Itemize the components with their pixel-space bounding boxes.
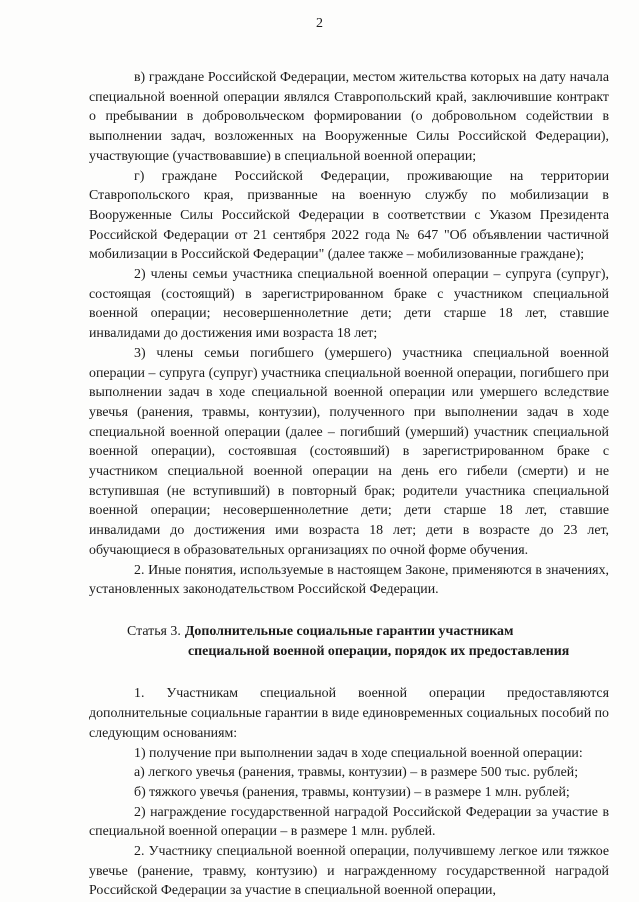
article-title-line2: специальной военной операции, порядок их предоставления bbox=[188, 643, 570, 659]
article-title-line2-wrap bbox=[89, 642, 609, 662]
paragraph-v-volunteers: в) граждане Российской Федерации, местом жительства которых на дату начала специальной военной операции являлся Ставропольский край, заключившие контракт о пребывании в добровольческом формировании (о добровольном содействии в выполнении задач, возложенных на Вооруженные Силы Российской Федерации), участвующие (участвовавшие) в специальной военной операции; bbox=[89, 70, 609, 164]
article-3-heading bbox=[89, 622, 609, 661]
document-body bbox=[89, 68, 609, 901]
article-number: Статья 3. bbox=[127, 623, 181, 639]
page-number: 2 bbox=[316, 16, 323, 31]
paragraph-2-award: 2) награждение государственной наградой Российской Федерации за участие в специальной военной операции – в размере 1 млн. рублей. bbox=[89, 804, 609, 840]
paragraph-1-1-injury: 1) получение при выполнении задач в ходе специальной военной операции: bbox=[134, 745, 583, 761]
article-title bbox=[181, 622, 514, 642]
paragraph-1-guarantees: 1. Участникам специальной военной операции предоставляются дополнительные социальные гарантии в виде единовременных социальных пособий по следующим основаниям: bbox=[89, 686, 609, 741]
paragraph-2-family-members: 2) члены семьи участника специальной военной операции – супруга (супруг), состоящая (состоящий) в зарегистрированном браке с участником специальной военной операции; несовершеннолетние дети; дети старше 18 лет, ставшие инвалидами до достижения ими возраста 18 лет; bbox=[89, 267, 609, 342]
paragraph-b-severe-injury: б) тяжкого увечья (ранения, травмы, контузии) – в размере 1 млн. рублей; bbox=[134, 784, 570, 800]
paragraph-g-mobilized: г) граждане Российской Федерации, проживающие на территории Ставропольского края, призванные на военную службу по мобилизации в Вооруженные Силы Российской Федерации в соответствии с Указом Президента Российской Федерации от 21 сентября 2022 года № 647 "Об объявлении частичной мобилизации в Российской Федерации" (далее также – мобилизованные граждане); bbox=[89, 168, 609, 263]
article-title-line1: Дополнительные социальные гарантии участникам bbox=[184, 623, 514, 639]
paragraph-a-light-injury: а) легкого увечья (ранения, травмы, контузии) – в размере 500 тыс. рублей; bbox=[134, 765, 579, 781]
paragraph-other-terms: 2. Иные понятия, используемые в настоящем Законе, применяются в значениях, установленных законодательством Российской Федерации. bbox=[89, 562, 609, 598]
paragraph-3-deceased-family: 3) члены семьи погибшего (умершего) участника специальной военной операции – супруга (супруг) участника специальной военной операции, погибшего при выполнении задач в ходе специальной военной операции или умершего вследствие увечья (ранения, травмы, контузии), полученного при выполнении задач в ходе специальной военной операции (далее – погибший (умерший) участник специальной военной операции), состоявшая (состоявший) в зарегистрированном браке с участником специальной военной операции на день его гибели (смерти) и не вступившая (не вступивший) в повторный брак; родители участника специальной военной операции; несовершеннолетние дети; дети старше 18 лет, ставшие инвалидами до достижения ими возраста 18 лет; дети в возрасте до 23 лет, обучающиеся в образовательных организациях по очной форме обучения. bbox=[89, 345, 609, 558]
paragraph-2-combined: 2. Участнику специальной военной операции, получившему легкое или тяжкое увечье (ранение, травму, контузию) и награжденному государственной наградой Российской Федерации за участие в специальной военной операции, bbox=[89, 844, 609, 899]
